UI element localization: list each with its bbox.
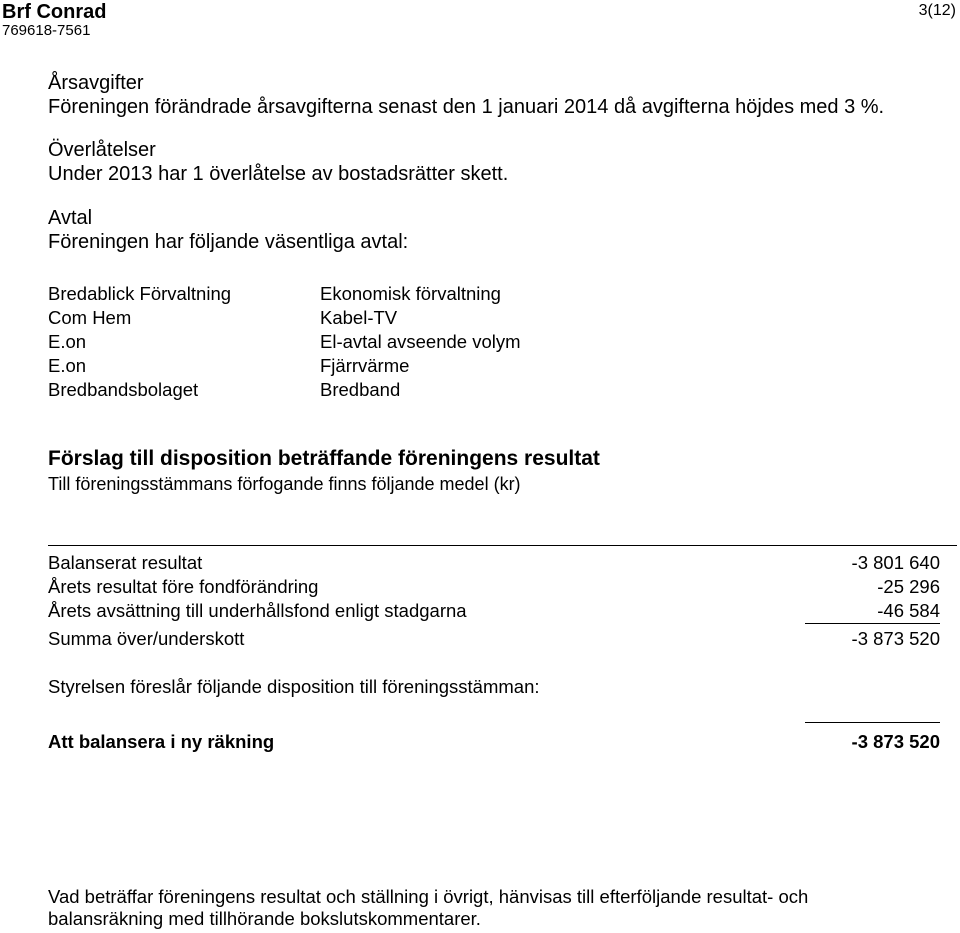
table-row-value: -25 296 [877, 576, 940, 597]
contract-party: Com Hem [48, 307, 132, 328]
final-rule [805, 722, 940, 723]
footer-text-line-2: balansräkning med tillhörande bokslutskommentarer. [48, 908, 481, 929]
proposal-text: Styrelsen föreslår följande disposition till föreningsstämman: [48, 676, 540, 697]
contract-party: Bredbandsbolaget [48, 379, 199, 400]
contract-party: E.on [48, 331, 87, 352]
table-top-rule [48, 545, 957, 546]
final-value: -3 873 520 [851, 731, 940, 752]
contract-party: E.on [48, 355, 87, 376]
sum-label: Summa över/underskott [48, 628, 245, 649]
contract-service: Ekonomisk förvaltning [320, 283, 501, 304]
organization-name: Brf Conrad [2, 1, 107, 23]
contract-service: Kabel-TV [320, 307, 398, 328]
contract-service: Bredband [320, 379, 401, 400]
section-heading-arsavgifter: Årsavgifter [48, 72, 144, 94]
section-heading-overlatelser: Överlåtelser [48, 139, 156, 161]
disposition-subtitle: Till föreningsstämmans förfogande finns följande medel (kr) [48, 474, 521, 494]
organization-number: 769618-7561 [2, 22, 91, 39]
final-label: Att balansera i ny räkning [48, 731, 275, 752]
section-text-overlatelser: Under 2013 har 1 överlåtelse av bostadsrätter skett. [48, 163, 509, 185]
table-row-label: Balanserat resultat [48, 552, 203, 573]
contract-service: El-avtal avseende volym [320, 331, 521, 352]
table-row-value: -46 584 [877, 600, 940, 621]
sum-value: -3 873 520 [851, 628, 940, 649]
disposition-heading: Förslag till disposition beträffande föreningens resultat [48, 447, 600, 470]
footer-text-line-1: Vad beträffar föreningens resultat och ställning i övrigt, hänvisas till efterföljande resultat- och [48, 886, 809, 907]
section-text-arsavgifter: Föreningen förändrade årsavgifterna senast den 1 januari 2014 då avgifterna höjdes med 3 %. [48, 96, 885, 118]
page-number: 3(12) [918, 2, 956, 19]
contract-service: Fjärrvärme [320, 355, 410, 376]
table-row-value: -3 801 640 [851, 552, 940, 573]
table-row-label: Årets avsättning till underhållsfond enligt stadgarna [48, 600, 467, 621]
section-text-avtal: Föreningen har följande väsentliga avtal: [48, 231, 409, 253]
section-heading-avtal: Avtal [48, 207, 93, 229]
contract-party: Bredablick Förvaltning [48, 283, 232, 304]
subtotal-rule [805, 623, 940, 624]
table-row-label: Årets resultat före fondförändring [48, 576, 319, 597]
